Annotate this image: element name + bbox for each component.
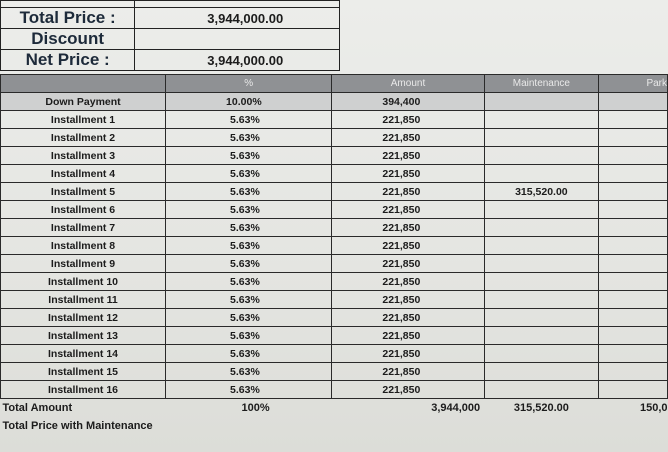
row-label: Down Payment	[1, 93, 166, 111]
row-amount: 221,850	[332, 273, 484, 291]
table-row	[1, 165, 668, 183]
header-percent: %	[166, 75, 332, 93]
row-park	[599, 201, 668, 219]
row-amount: 221,850	[332, 309, 484, 327]
table-row	[1, 129, 668, 147]
row-percent: 5.63%	[166, 345, 332, 363]
row-amount: 221,850	[332, 219, 484, 237]
row-park	[599, 363, 668, 381]
row-park	[599, 147, 668, 165]
header-label	[1, 75, 166, 93]
row-percent: 5.63%	[166, 237, 332, 255]
row-park	[599, 309, 668, 327]
row-park	[599, 327, 668, 345]
row-park	[599, 219, 668, 237]
row-amount: 221,850	[332, 255, 484, 273]
table-row	[1, 237, 668, 255]
row-amount: 221,850	[332, 165, 484, 183]
row-park	[599, 93, 668, 111]
row-amount: 221,850	[332, 345, 484, 363]
row-percent: 10.00%	[166, 93, 332, 111]
table-header-row	[1, 75, 668, 93]
row-percent: 5.63%	[166, 183, 332, 201]
table-row	[1, 111, 668, 129]
row-label: Installment 11	[1, 291, 166, 309]
row-maintenance	[484, 291, 598, 309]
row-park	[599, 111, 668, 129]
summary-row-net-price	[1, 50, 340, 71]
table-row	[1, 291, 668, 309]
row-maintenance: 315,520.00	[484, 183, 598, 201]
row-amount: 394,400	[332, 93, 484, 111]
row-maintenance	[484, 237, 598, 255]
row-park	[599, 291, 668, 309]
row-percent: 5.63%	[166, 165, 332, 183]
total-price-label: Total Price :	[1, 8, 135, 29]
row-percent: 5.63%	[166, 309, 332, 327]
row-percent: 5.63%	[166, 219, 332, 237]
row-maintenance	[484, 273, 598, 291]
row-label: Installment 3	[1, 147, 166, 165]
row-park	[599, 165, 668, 183]
row-percent: 5.63%	[166, 255, 332, 273]
row-amount: 221,850	[332, 237, 484, 255]
row-percent: 5.63%	[166, 147, 332, 165]
total-maintenance: 315,520.00	[484, 399, 598, 418]
row-percent: 5.63%	[166, 291, 332, 309]
row-amount: 221,850	[332, 129, 484, 147]
row-maintenance	[484, 129, 598, 147]
table-row	[1, 201, 668, 219]
table-row	[1, 381, 668, 399]
row-amount: 221,850	[332, 381, 484, 399]
row-percent: 5.63%	[166, 327, 332, 345]
row-maintenance	[484, 111, 598, 129]
row-amount: 221,850	[332, 363, 484, 381]
row-maintenance	[484, 147, 598, 165]
discount-label: Discount	[1, 29, 135, 50]
row-percent: 5.63%	[166, 129, 332, 147]
discount-value	[135, 29, 340, 50]
price-summary	[0, 0, 340, 71]
summary-row-cut	[1, 1, 340, 8]
row-percent: 5.63%	[166, 381, 332, 399]
row-park	[599, 381, 668, 399]
row-percent: 5.63%	[166, 201, 332, 219]
row-maintenance	[484, 93, 598, 111]
row-maintenance	[484, 363, 598, 381]
table-row	[1, 345, 668, 363]
table-row	[1, 147, 668, 165]
row-percent: 5.63%	[166, 111, 332, 129]
schedule-body	[1, 93, 668, 399]
row-park	[599, 237, 668, 255]
row-label: Installment 9	[1, 255, 166, 273]
table-row	[1, 255, 668, 273]
row-percent: 5.63%	[166, 363, 332, 381]
row-label: Installment 15	[1, 363, 166, 381]
row-maintenance	[484, 255, 598, 273]
table-row	[1, 219, 668, 237]
row-maintenance	[484, 201, 598, 219]
row-label: Installment 8	[1, 237, 166, 255]
row-maintenance	[484, 345, 598, 363]
total-amount: 3,944,000	[332, 399, 484, 418]
row-amount: 221,850	[332, 327, 484, 345]
row-label: Installment 4	[1, 165, 166, 183]
row-amount: 221,850	[332, 201, 484, 219]
row-label: Installment 5	[1, 183, 166, 201]
net-price-label: Net Price :	[1, 50, 135, 71]
row-amount: 221,850	[332, 183, 484, 201]
total-price-value: 3,944,000.00	[135, 8, 340, 29]
row-maintenance	[484, 165, 598, 183]
row-percent: 5.63%	[166, 273, 332, 291]
header-maintenance: Maintenance	[484, 75, 598, 93]
row-label: Installment 12	[1, 309, 166, 327]
total-amount-row	[1, 399, 668, 418]
row-amount: 221,850	[332, 111, 484, 129]
row-label: Installment 6	[1, 201, 166, 219]
row-maintenance	[484, 309, 598, 327]
row-label: Installment 13	[1, 327, 166, 345]
total-with-maintenance-row	[1, 417, 668, 435]
table-row	[1, 183, 668, 201]
summary-row-total-price	[1, 8, 340, 29]
row-maintenance	[484, 327, 598, 345]
row-label: Installment 7	[1, 219, 166, 237]
header-park: Park	[599, 75, 668, 93]
row-amount: 221,850	[332, 147, 484, 165]
row-label: Installment 14	[1, 345, 166, 363]
net-price-value: 3,944,000.00	[135, 50, 340, 71]
table-row	[1, 327, 668, 345]
row-label: Installment 10	[1, 273, 166, 291]
row-label: Installment 16	[1, 381, 166, 399]
header-amount: Amount	[332, 75, 484, 93]
summary-row-discount	[1, 29, 340, 50]
row-label: Installment 2	[1, 129, 166, 147]
row-park	[599, 255, 668, 273]
table-row	[1, 273, 668, 291]
total-amount-label: Total Amount	[1, 399, 166, 418]
total-park: 150,0	[599, 399, 668, 418]
table-row	[1, 309, 668, 327]
total-with-maintenance-label: Total Price with Maintenance	[2, 420, 153, 432]
row-maintenance	[484, 381, 598, 399]
payment-schedule-table	[0, 74, 668, 435]
row-park	[599, 345, 668, 363]
row-amount: 221,850	[332, 291, 484, 309]
row-label: Installment 1	[1, 111, 166, 129]
table-row	[1, 93, 668, 111]
total-percent: 100%	[166, 399, 332, 418]
row-park	[599, 273, 668, 291]
table-row	[1, 363, 668, 381]
row-park	[599, 129, 668, 147]
row-maintenance	[484, 219, 598, 237]
row-park	[599, 183, 668, 201]
